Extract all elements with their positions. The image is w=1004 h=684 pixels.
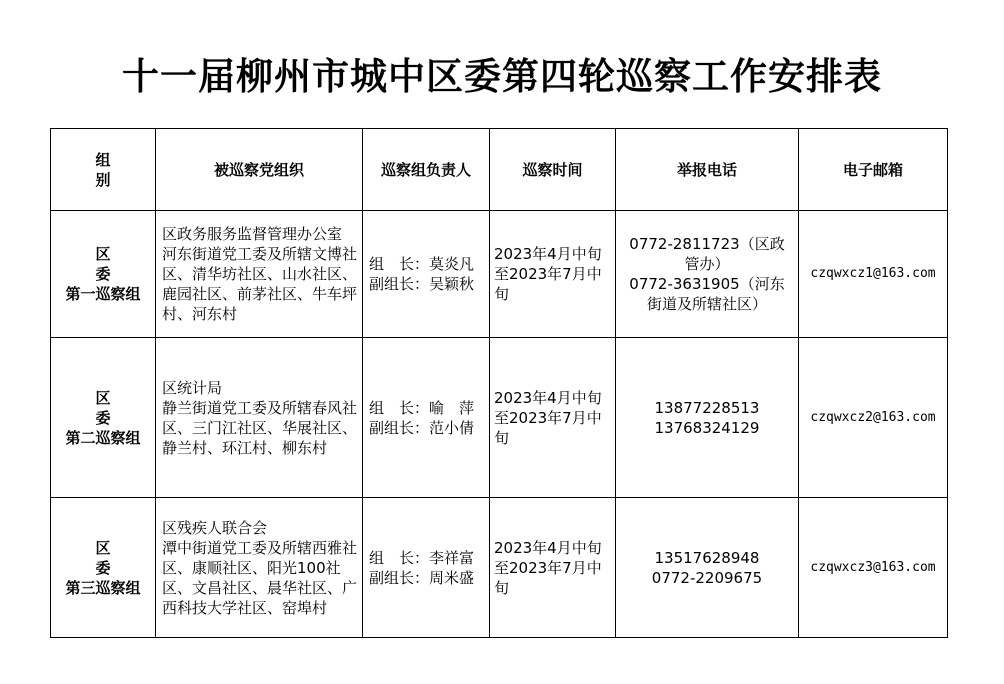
leader-cell [363,498,490,638]
leader-cell [363,211,490,338]
org-line1: 区残疾人联合会 [162,518,268,537]
phone-line1: 13877228513 [654,398,760,417]
page-title: 十一届柳州市城中区委第四轮巡察工作安排表 [122,54,882,98]
phone-cell [616,498,799,638]
email-cell: czqwxcz2@163.com [799,338,948,498]
org-line1: 区统计局 [162,378,223,397]
group-cell [51,498,156,638]
leader-head: 组 长：莫炎凡 [369,255,475,273]
email-cell: czqwxcz3@163.com [799,498,948,638]
table-row [51,498,948,638]
header-email: 电子邮箱 [799,129,948,211]
leader-cell [363,338,490,498]
group-label-line1: 区 委 [95,388,129,427]
group-label-line2: 第三巡察组 [65,578,141,597]
org-line2: 静兰街道党工委及所辖春风社区、三门江社区、华展社区、静兰村、环江村、柳东村 [162,398,358,457]
header-group: 组 别 [51,129,156,211]
header-org: 被巡察党组织 [156,129,363,211]
table-header-row [51,129,948,211]
leader-head: 组 长：李祥富 [369,548,475,567]
phone-line1: 13517628948 [654,548,760,567]
group-label-line1: 区 委 [95,538,129,577]
group-label-line1: 区 委 [95,245,129,283]
org-line2: 河东街道党工委及所辖文博社区、清华坊社区、山水社区、鹿园社区、前茅社区、牛车坪村、河东村 [162,245,358,323]
group-cell [51,211,156,338]
email-cell: czqwxcz1@163.com [799,211,948,338]
table-row [51,211,948,338]
phone-cell [616,211,799,338]
time-cell: 2023年4月中旬至2023年7月中旬 [490,338,616,498]
org-cell [156,211,363,338]
phone-line2: 0772-2209675 [651,568,763,587]
group-cell [51,338,156,498]
group-label-line2: 第一巡察组 [65,285,141,303]
org-line1: 区政务服务监督管理办公室 [162,225,343,243]
org-line2: 潭中街道党工委及所辖西雅社区、康顺社区、阳光100社区、文昌社区、晨华社区、广西科技大学社区、窑埠村 [162,538,358,617]
leader-head: 组 长：喻 萍 [369,398,475,417]
header-leader: 巡察组负责人 [363,129,490,211]
phone-line2: 13768324129 [654,418,760,437]
org-cell [156,338,363,498]
patrol-schedule-table [50,128,948,638]
leader-deputy: 副组长：吴颖秋 [369,275,475,293]
phone-line2: 0772-3631905（河东街道及所辖社区） [629,275,785,313]
org-cell [156,498,363,638]
phone-cell [616,338,799,498]
header-phone: 举报电话 [616,129,799,211]
time-cell: 2023年4月中旬至2023年7月中旬 [490,498,616,638]
phone-line1: 0772-2811723（区政管办） [629,235,785,273]
leader-deputy: 副组长：范小倩 [369,418,475,437]
time-cell: 2023年4月中旬至2023年7月中旬 [490,211,616,338]
leader-deputy: 副组长：周米盛 [369,568,475,587]
group-label-line2: 第二巡察组 [65,428,141,447]
table-row [51,338,948,498]
header-time: 巡察时间 [490,129,616,211]
